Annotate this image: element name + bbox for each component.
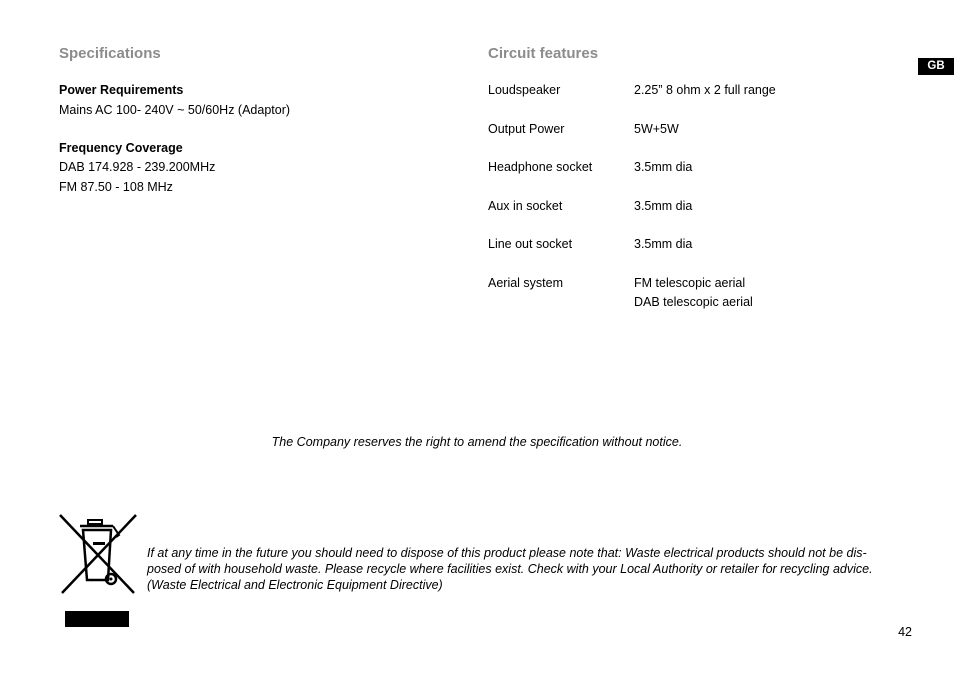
feature-name-output-power: Output Power (488, 122, 565, 136)
specification-notice: The Company reserves the right to amend the specification without notice. (271, 435, 683, 449)
feature-value-line-out-socket: 3.5mm dia (634, 237, 693, 251)
frequency-fm-value: FM 87.50 - 108 MHz (59, 180, 173, 194)
circuit-features-heading: Circuit features (488, 45, 599, 62)
feature-value-output-power: 5W+5W (634, 122, 679, 136)
feature-value-aux-in-socket: 3.5mm dia (634, 199, 693, 213)
power-requirements-label: Power Requirements (59, 83, 184, 97)
feature-name-headphone-socket: Headphone socket (488, 160, 593, 174)
frequency-dab-value: DAB 174.928 - 239.200MHz (59, 160, 216, 174)
power-requirements-value: Mains AC 100- 240V ~ 50/60Hz (Adaptor) (59, 103, 291, 117)
feature-value-aerial-fm: FM telescopic aerial (634, 276, 746, 290)
weee-black-bar (65, 611, 129, 627)
page-number: 42 (898, 625, 912, 639)
specifications-heading: Specifications (59, 45, 161, 62)
crossed-out-wheelie-bin-icon (58, 513, 138, 597)
feature-value-headphone-socket: 3.5mm dia (634, 160, 693, 174)
feature-name-aux-in-socket: Aux in socket (488, 199, 563, 213)
feature-name-line-out-socket: Line out socket (488, 237, 573, 251)
feature-value-aerial-dab: DAB telescopic aerial (634, 295, 753, 309)
weee-disposal-notice: If at any time in the future you should need to dispose of this product please note that: Waste electrical products should not be dis-posed of with household waste. Please recycle where facilities exist. Check with your Local Authority or retailer for recycling advice. (Waste Electrical and Electronic Equipment Directive) (147, 546, 873, 592)
feature-name-aerial-system: Aerial system (488, 276, 564, 290)
feature-name-loudspeaker: Loudspeaker (488, 83, 561, 97)
language-badge: GB (918, 58, 954, 75)
frequency-coverage-label: Frequency Coverage (59, 141, 183, 155)
feature-value-loudspeaker: 2.25” 8 ohm x 2 full range (634, 83, 776, 97)
